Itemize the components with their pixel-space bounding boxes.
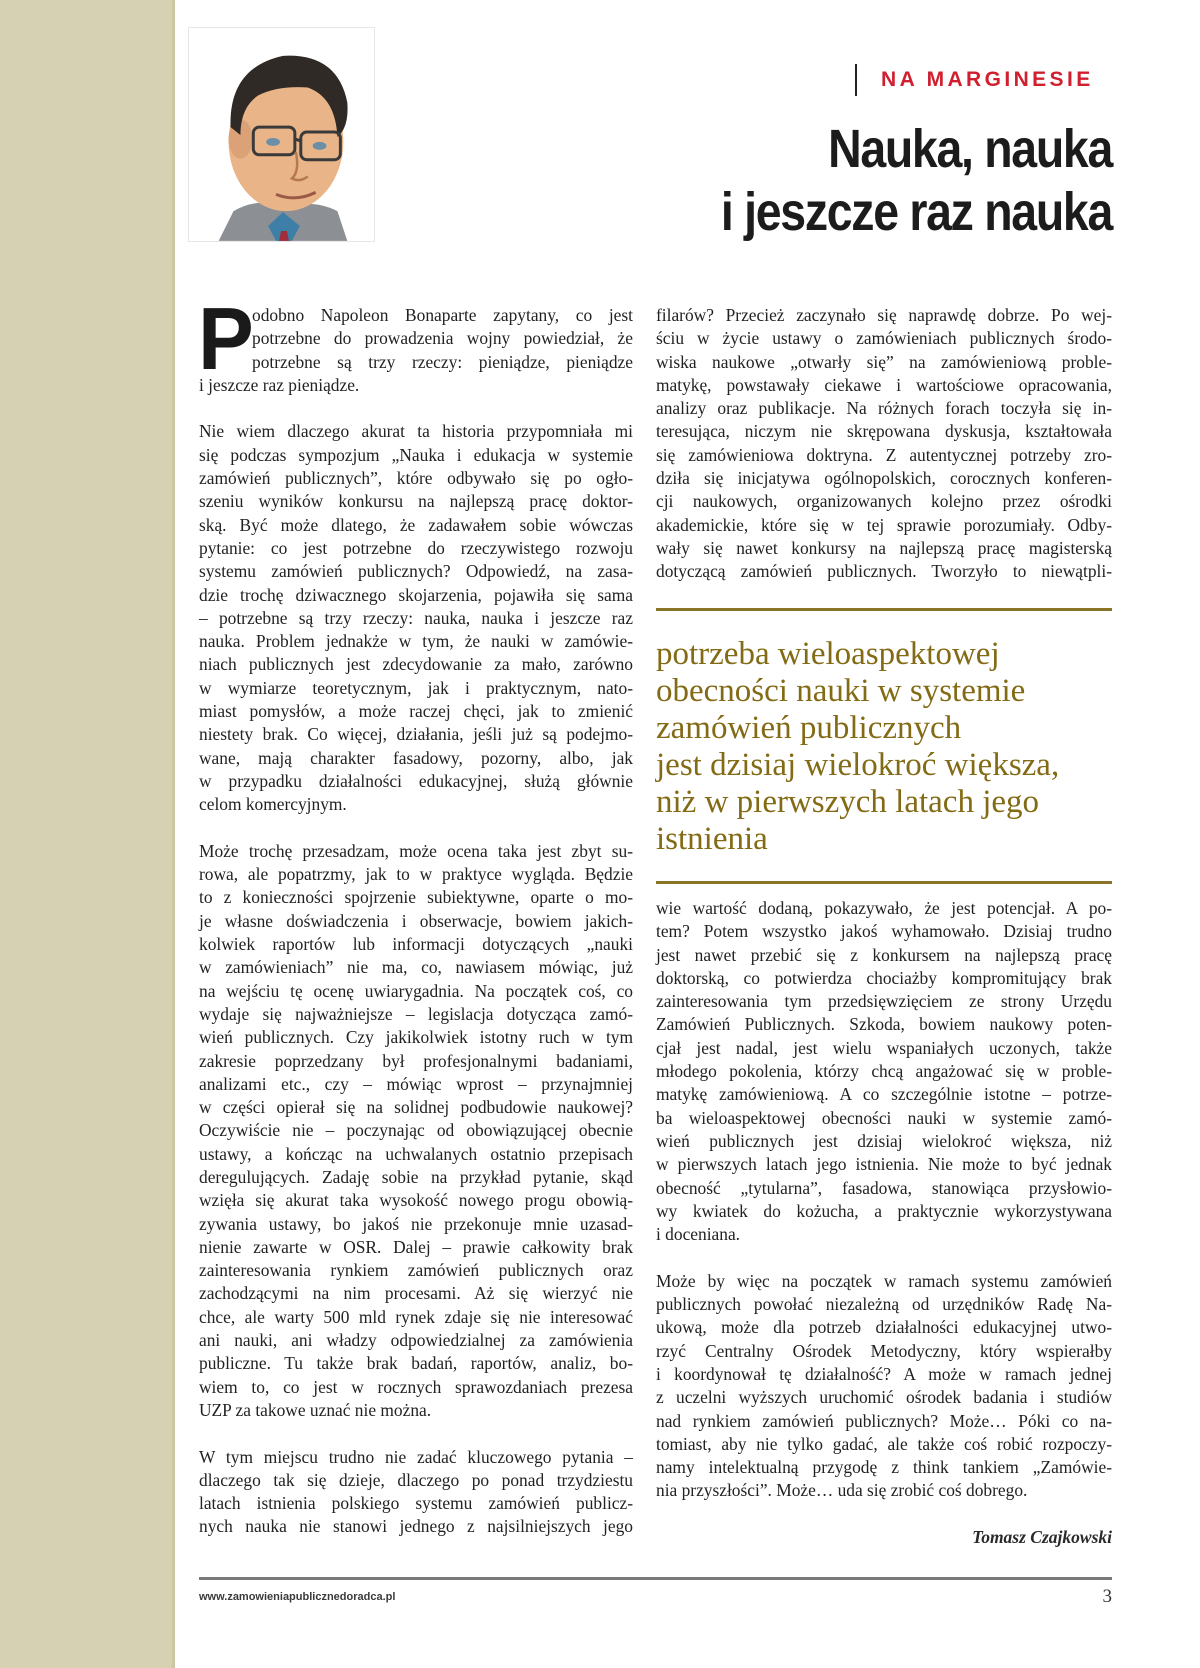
text-line: odobno Napoleon Bonaparte zapytany, co jest (252, 305, 633, 325)
text-line: miast pomysłów, a może raczej chęci, jak to zmienić (199, 701, 633, 722)
text-line: analizy oraz publikacje. Na różnych forach toczyła się in- (656, 398, 1112, 419)
text-line: – potrzebne są trzy rzeczy: nauka, nauka i jeszcze raz (199, 607, 633, 628)
text-line: Zamówień Publicznych. Szkoda, bowiem naukowy poten- (656, 1014, 1112, 1035)
paragraph (199, 840, 633, 1422)
text-line: się podczas sympozjum „Nauka i edukacja w systemie (199, 444, 633, 465)
text-line: akademickie, które się w tej sprawie porozumiały. Odby- (656, 514, 1112, 535)
text-line: wień publicznych jest dzisiaj wielokroć większa, niż (656, 1130, 1112, 1151)
text-line: zachodzącymi na nim procesami. Aż się wierzyć nie (199, 1283, 633, 1304)
text-line: ani nauki, ani władzy odpowiedzialnej za zamówienia (199, 1330, 633, 1351)
text-line: kolwiek raportów lub informacji dotyczących „nauki (199, 934, 633, 955)
text-line: jest nawet przebić się z konkursem na najlepszą pracę (656, 944, 1112, 965)
text-line: chce, ale warty 500 mld rynek zdaje się nie interesować (199, 1306, 633, 1327)
pull-quote-line: istnienia (656, 821, 768, 857)
paragraph (656, 1270, 1112, 1503)
text-line: teresująca, niczym nie skrępowana dyskusja, kształtowała (656, 421, 1112, 442)
text-line: Oczywiście nie – poczynając od obowiązującej obecnie (199, 1120, 633, 1141)
pull-quote-line: jest dzisiaj wielokroć większa, (656, 747, 1060, 783)
text-line: niach publicznych jest zdecydowanie za mało, zarówno (199, 654, 633, 675)
text-line: wane, mają charakter fasadowy, pozorny, albo, jak (199, 747, 633, 768)
text-line: celom komercyjnym. (199, 794, 347, 815)
text-line: ustawy, a kończąc na uchwalanych ostatnio przepisach (199, 1143, 633, 1164)
text-line: tomiast, aby nie tylko gadać, ale także coś robić rozpoczy- (656, 1433, 1112, 1454)
text-line: tem? Potem wszystko jakoś wyhamowało. Dzisiaj trudno (656, 921, 1112, 942)
section-label-text: NA MARGINESIE (881, 68, 1094, 91)
text-line: zamówień publicznych”, które odbywało się po ogło- (199, 468, 633, 489)
text-line: z uczelni wyższych uruchomić ośrodek badania i studiów (656, 1387, 1112, 1408)
text-line: potrzebne do prowadzenia wojny powiedział, że (252, 328, 633, 349)
text-line: Nie wiem dlaczego akurat ta historia przypomniała mi (199, 421, 633, 442)
text-line: dziła się inicjatywa ogólnopolskich, corocznych konferen- (656, 468, 1112, 489)
text-line: zakresie poprzedzany był profesjonalnymi badaniami, (199, 1050, 633, 1071)
text-line: wie wartość dodaną, pokazywało, że jest potencjał. A po- (656, 898, 1112, 918)
text-line: dzie trochę dziwacznego skojarzenia, pojawiła się sama (199, 584, 633, 605)
text-line: namy intelektualną przygodę z think tankiem „Zamówie- (656, 1457, 1112, 1478)
pull-quote-line: potrzeba wieloaspektowej (656, 636, 1000, 672)
text-line: systemu zamówień publicznych? Odpowiedź, na zasa- (199, 561, 633, 582)
text-line: zainteresowania tym przedsięwzięciem ze strony Urzędu (656, 991, 1112, 1012)
section-label-bar (855, 64, 857, 96)
paragraph (656, 897, 1112, 1246)
text-line: i jeszcze raz pieniądze. (199, 374, 360, 395)
page-number: 3 (1102, 1586, 1112, 1607)
text-line: w przypadku działalności edukacyjnej, służą głównie (199, 770, 633, 791)
text-line: publiczne. Tu także brak badań, raportów, analiz, bo- (199, 1353, 633, 1374)
pull-quote-line: niż w pierwszych latach jego (656, 784, 1040, 820)
paragraph (199, 1446, 633, 1539)
text-line: ba wieloaspektowej obecności nauki w systemie zamó- (656, 1107, 1112, 1128)
text-line: dlaczego tak się dzieje, dlaczego po ponad trzydziestu (199, 1469, 633, 1490)
text-line: ściu w życie ustawy o zamówieniach publicznych środo- (656, 328, 1112, 349)
text-line: nia przyszłości”. Może… uda się zrobić coś dobrego. (656, 1480, 1028, 1501)
caricature-illustration (189, 28, 374, 241)
text-line: Może by więc na początek w ramach systemu zamówień (656, 1270, 1112, 1291)
text-line: wzięła się akurat taka wysokość nowego progu obowią- (199, 1190, 633, 1211)
text-line: filarów? Przecież zaczynało się naprawdę dobrze. Po wej- (656, 305, 1112, 325)
text-line: wydaje się najważniejsze – legislacja dotycząca zamó- (199, 1003, 633, 1024)
text-line: obecność „tytularna”, fasadowa, stanowiąca przysłowio- (656, 1177, 1112, 1198)
text-line: w zamówieniach” nie ma, co, nawiasem mówiąc, już (199, 957, 633, 978)
article-right-column-bottom (656, 897, 1112, 1526)
text-line: cji naukowych, organizowanych kolejno przez ośrodki (656, 491, 1112, 512)
text-line: wiska naukowe „otwarły się” na zamówieniową proble- (656, 351, 1112, 372)
author-signature: Tomasz Czajkowski (972, 1527, 1112, 1547)
text-line: nienie zawarte w OSR. Dalej – prawie całkowity brak (199, 1236, 633, 1257)
pull-quote-bottom-rule (656, 881, 1112, 884)
text-line: wały się nawet konkursy na najlepszą pracę magisterską (656, 537, 1112, 558)
text-line: matykę, powstawały ciekawe i wartościowe opracowania, (656, 374, 1112, 395)
text-line: ską. Być może dlatego, że zadawałem sobie wówczas (199, 514, 633, 535)
text-line: nad rynkiem zamówień publicznych? Może… Póki co na- (656, 1410, 1112, 1431)
text-line: w części opierał się na solidnej podbudowie naukowej? (199, 1097, 633, 1118)
text-line: i doceniana. (656, 1224, 741, 1245)
article-title (665, 118, 1112, 244)
text-line: UZP za takowe uznać nie można. (199, 1399, 432, 1420)
text-line: wiem to, co jest w rocznych sprawozdaniach prezesa (199, 1376, 633, 1397)
text-line: rowa, ale popatrzmy, jak to w praktyce wygląda. Będzie (199, 864, 633, 885)
text-line: nych nauka nie stanowi jednego z najsilniejszych jego (199, 1516, 633, 1537)
text-line: w pierwszych latach jego istnienia. Nie może to być jednak (656, 1154, 1112, 1175)
text-line: matykę zamówieniową. A co szczególnie istotne – potrze- (656, 1084, 1112, 1105)
text-line: rzyć Centralny Ośrodek Metodyczny, który wspierałby (656, 1340, 1112, 1361)
pull-quote-text (656, 611, 1112, 881)
text-line: dotyczącą zamówień publicznych. Tworzyło to niewątpli- (656, 561, 1112, 582)
article-right-column-top (656, 304, 1112, 584)
decorative-side-band (0, 0, 175, 1668)
text-line: szeniu wyników konkursu na najlepszą pracę doktor- (199, 491, 633, 512)
text-line: to z konieczności spojrzenie subiektywne, oparte o mo- (199, 887, 633, 908)
pull-quote-line: obecności nauki w systemie (656, 673, 1026, 709)
text-line: cjał jest nadal, jest wielu wspaniałych uczonych, także (656, 1037, 1112, 1058)
text-line: zywania ustawy, bo jakoś nie przekonuje mnie uzasad- (199, 1213, 633, 1234)
dropcap-letter: P (198, 289, 254, 388)
text-line: potrzebne są trzy rzeczy: pieniądze, pieniądze (252, 351, 633, 372)
footer-website-link[interactable]: www.zamowieniapublicznedoradca.pl (199, 1591, 396, 1603)
text-line: analizami etc., czy – mówiąc wprost – przynajmniej (199, 1073, 633, 1094)
text-line: na wejściu tę ocenę uwiarygadnia. Na początek coś, co (199, 980, 633, 1001)
title-line: i jeszcze raz nauka (720, 182, 1112, 242)
text-line: młodego pokolenia, którzy chcą angażować się w proble- (656, 1061, 1112, 1082)
text-line: je własne doświadczenia i obserwacje, bowiem jakich- (199, 910, 633, 931)
paragraph-intro (198, 289, 633, 397)
text-line: W tym miejscu trudno nie zadać kluczowego pytania – (199, 1446, 633, 1467)
paragraph (199, 420, 633, 816)
text-line: latach istnienia polskiego systemu zamówień publicz- (199, 1493, 633, 1514)
text-line: nauka. Problem jednakże w tym, że nauki w zamówie- (199, 631, 633, 652)
title-line: Nauka, nauka (828, 119, 1112, 179)
text-line: deregulujących. Zadaję sobie na przykład pytanie, skąd (199, 1166, 633, 1187)
text-line: ukową, może dla potrzeb działalności edukacyjnej utwo- (656, 1317, 1112, 1338)
pull-quote (656, 608, 1112, 884)
text-line: zainteresowania rynkiem zamówień publicznych oraz (199, 1260, 633, 1281)
text-line: niestety brak. Co więcej, działania, jeśli już są podejmo- (199, 724, 633, 745)
text-line: Może trochę przesadzam, może ocena taka jest zbyt su- (199, 840, 633, 861)
article-left-column (198, 289, 633, 1562)
text-line: pytanie: co jest potrzebne do rzeczywistego rozwoju (199, 537, 633, 558)
footer-rule (199, 1577, 1112, 1580)
author-portrait (188, 27, 375, 242)
text-line: doktorską, co potwierdza chociażby kompromitujący brak (656, 967, 1112, 988)
pull-quote-line: zamówień publicznych (656, 710, 962, 746)
text-line: w wymiarze teoretycznym, jak i praktycznym, nato- (199, 677, 633, 698)
section-label (855, 64, 1094, 96)
text-line: wień publicznych. Czy jakikolwiek istotny ruch w tym (199, 1027, 633, 1048)
text-line: się zamówieniowa doktryna. Z autentycznej potrzeby zro- (656, 444, 1112, 465)
text-line: publicznych powołać niezależną od urzędników Radę Na- (656, 1294, 1112, 1315)
text-line: wy kwiatek do kożucha, a praktycznie wykorzystywana (656, 1200, 1112, 1221)
text-line: i koordynował tę działalność? A może w ramach jednej (656, 1363, 1112, 1384)
